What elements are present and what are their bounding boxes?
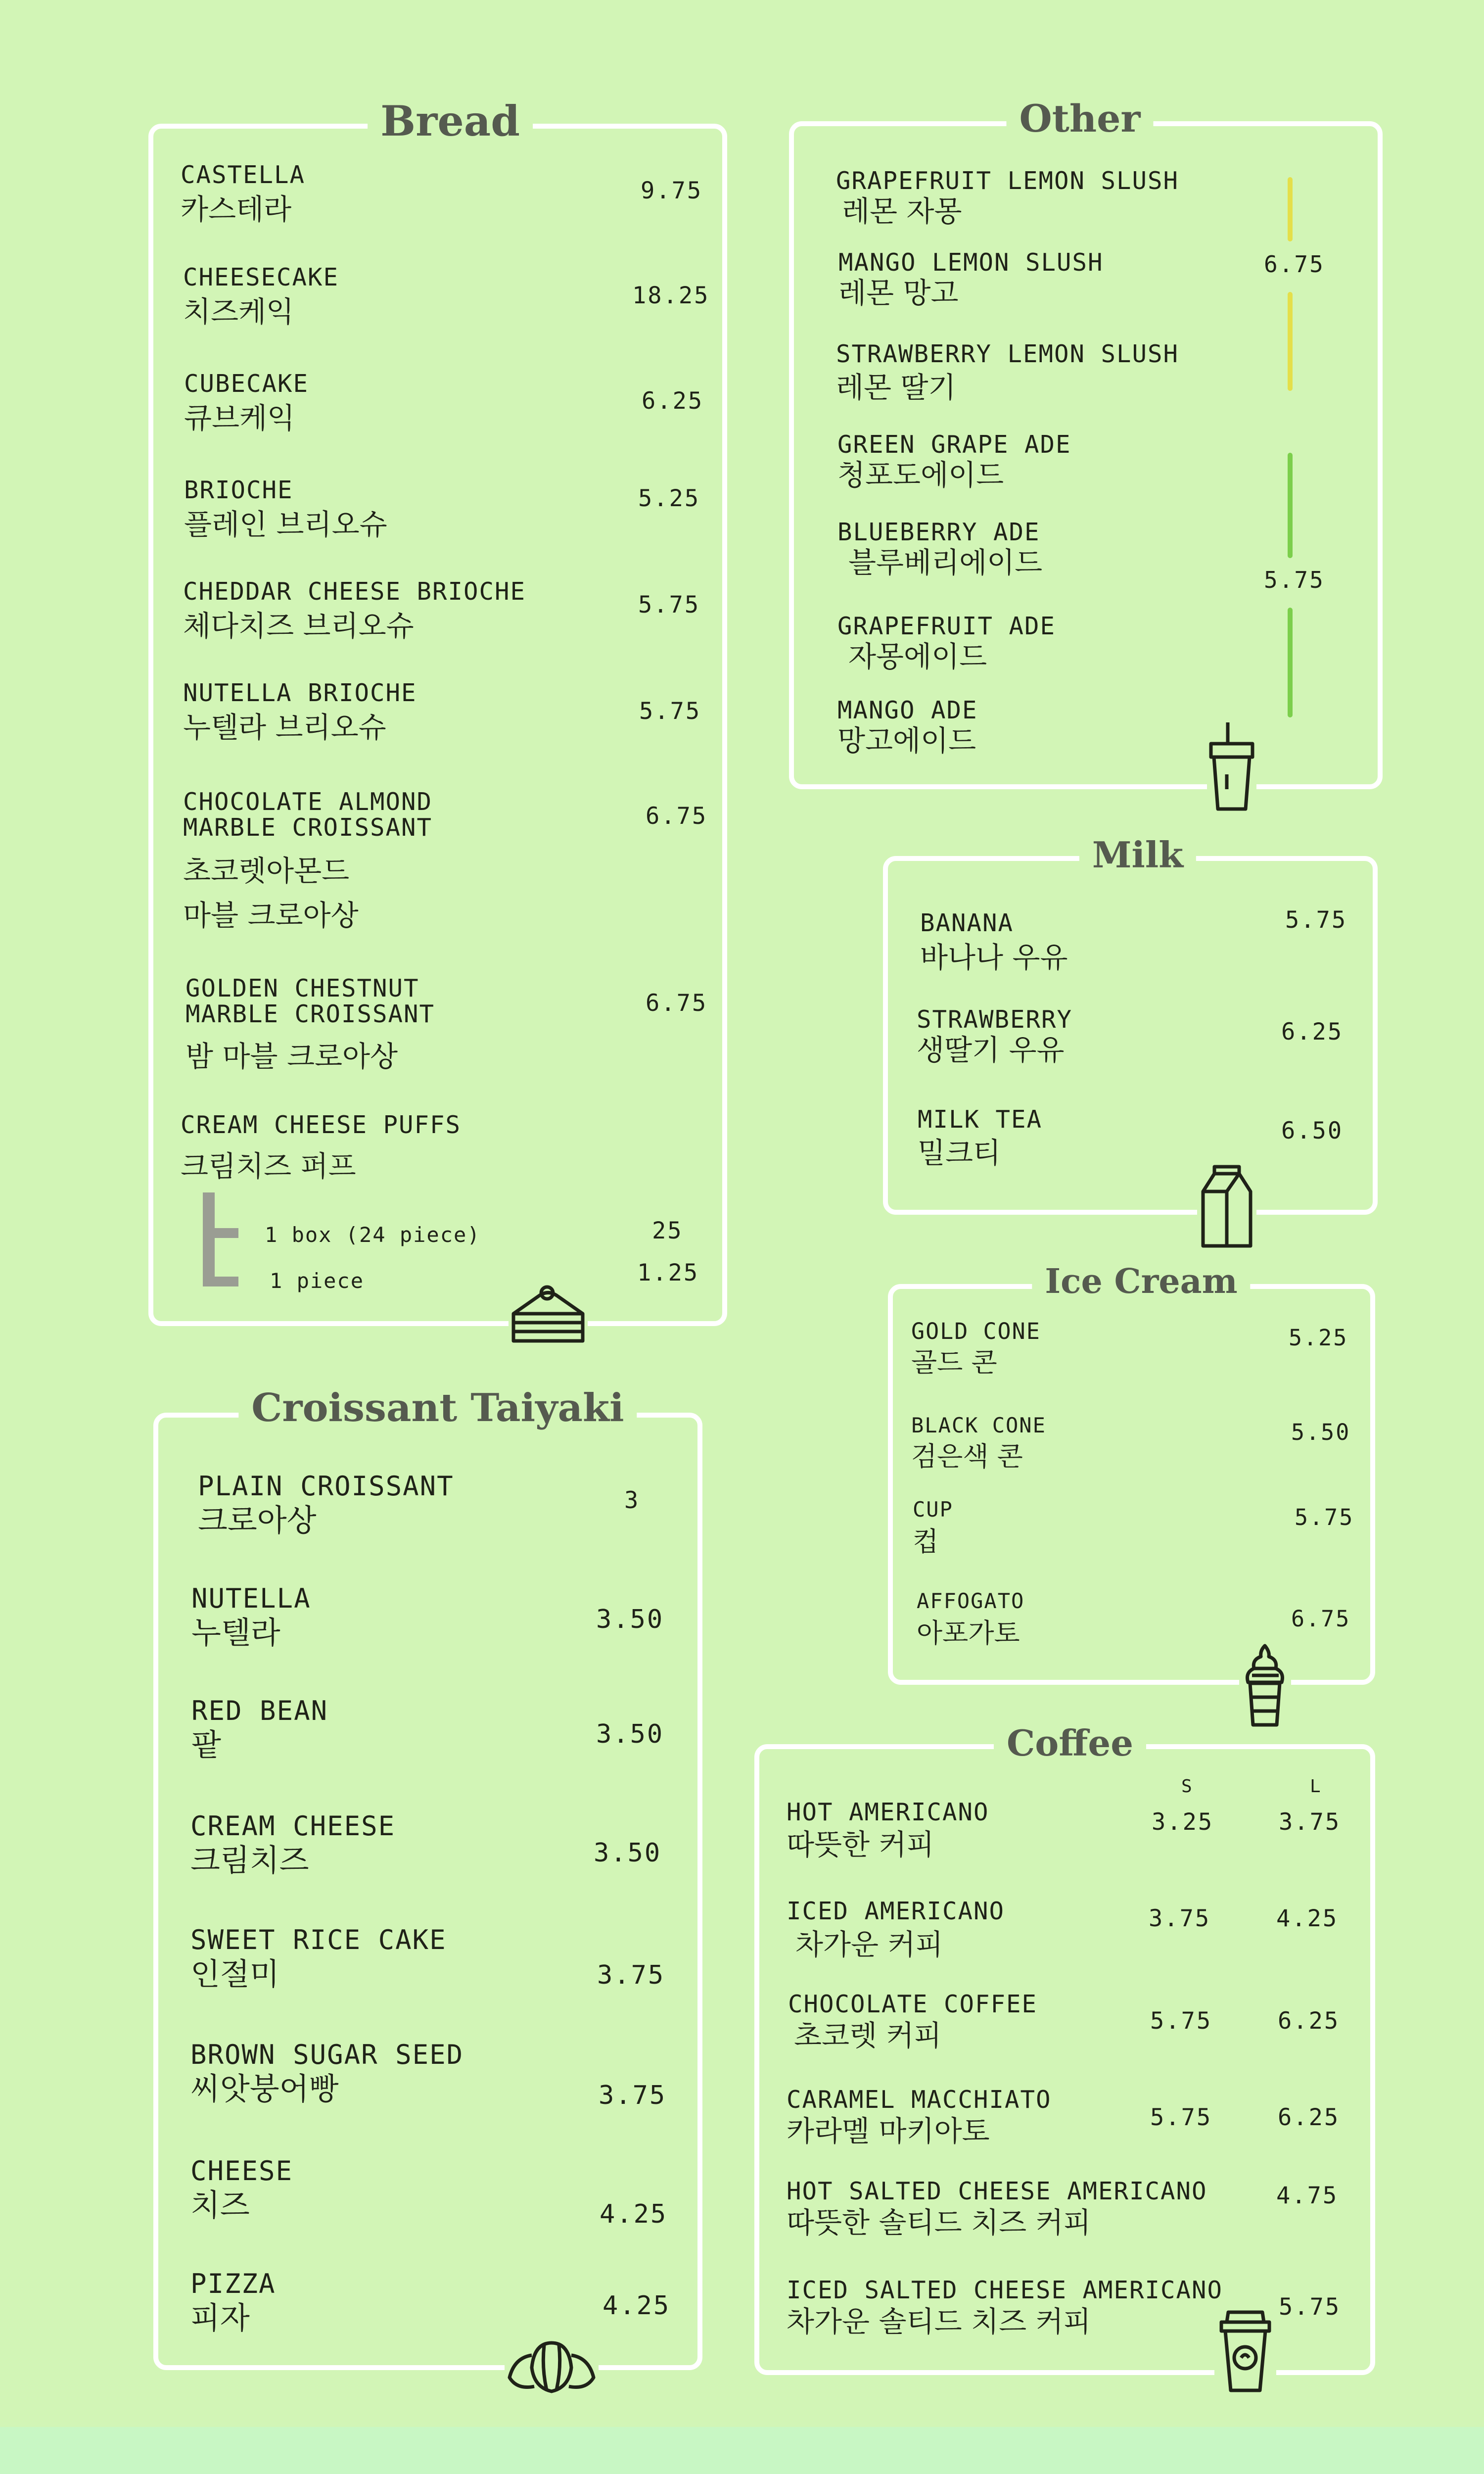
menu-item-cubecake: CUBECAKE 큐브케익: [184, 370, 309, 435]
price-hot-salted-cheese-americano: 4.75: [1276, 2182, 1339, 2209]
price-hot-americano-large: 3.75: [1279, 1808, 1341, 1836]
price-banana-milk: 5.75: [1285, 906, 1347, 934]
menu-item-cream-cheese-puffs: CREAM CHEESE PUFFS 크림치즈 퍼프: [181, 1111, 462, 1183]
menu-item-golden-chestnut-marble-croissant: GOLDEN CHESTNUT MARBLE CROISSANT 밤 마블 크로아상: [186, 974, 435, 1073]
option-piece: 1 piece: [270, 1269, 365, 1293]
price-plain-croissant: 3: [624, 1487, 640, 1514]
menu-item-strawberry-lemon-slush: STRAWBERRY LEMON SLUSH 레몬 딸기: [836, 340, 1179, 404]
price-golden-chestnut-marble-croissant: 6.75: [646, 990, 708, 1017]
price-black-cone: 5.50: [1291, 1419, 1351, 1445]
coffee-title: Coffee: [994, 1722, 1146, 1764]
price-chocolate-coffee-large: 6.25: [1278, 2007, 1340, 2035]
menu-item-blueberry-ade: BLUEBERRY ADE 블루베리에이드: [837, 518, 1043, 579]
cake-icon: [509, 1279, 588, 1346]
size-label-small: S: [1181, 1776, 1194, 1797]
price-nutella: 3.50: [596, 1605, 664, 1634]
price-gold-cone: 5.25: [1289, 1325, 1348, 1351]
bottom-strip: [0, 2427, 1484, 2474]
slush-group-bar-top: [1288, 177, 1293, 241]
croissant-icon: [505, 2338, 599, 2397]
price-sweet-rice-cake: 3.75: [597, 1960, 665, 1990]
price-cheesecake: 18.25: [632, 282, 710, 309]
menu-item-iced-salted-cheese-americano: ICED SALTED CHEESE AMERICANO 차가운 솔티드 치즈 커피: [787, 2276, 1223, 2338]
milk-carton-icon: [1197, 1163, 1256, 1249]
menu-item-red-bean: RED BEAN 팥: [191, 1695, 328, 1763]
ade-group-bar-bottom: [1288, 608, 1293, 717]
menu-item-nutella: NUTELLA 누텔라: [191, 1583, 311, 1651]
price-option-piece: 1.25: [637, 1259, 699, 1286]
price-cheddar-cheese-brioche: 5.75: [638, 591, 700, 618]
coffee-cup-icon: [1214, 2308, 1276, 2395]
soft-serve-icon: [1239, 1643, 1291, 1729]
menu-item-green-grape-ade: GREEN GRAPE ADE 청포도에이드: [837, 430, 1071, 492]
ice-cream-title: Ice Cream: [1032, 1262, 1250, 1301]
price-castella: 9.75: [641, 177, 703, 204]
menu-item-chocolate-almond-marble-croissant: CHOCOLATE ALMOND MARBLE CROISSANT 초코렛아몬드 마블 크로아상: [183, 788, 433, 932]
slush-group-bar-bottom: [1288, 292, 1293, 391]
ade-group-bar-top: [1288, 453, 1293, 558]
other-title: Other: [1007, 96, 1154, 141]
menu-item-cheese: CHEESE 치즈: [190, 2155, 293, 2223]
croissant-taiyaki-title: Croissant Taiyaki: [238, 1385, 637, 1430]
menu-item-castella: CASTELLA 카스테라: [181, 161, 306, 226]
price-strawberry-milk: 6.25: [1281, 1018, 1344, 1046]
price-milk-tea: 6.50: [1281, 1117, 1344, 1144]
price-chocolate-coffee-small: 5.75: [1150, 2007, 1212, 2035]
price-iced-americano-small: 3.75: [1149, 1905, 1211, 1932]
price-brown-sugar-seed: 3.75: [599, 2081, 667, 2110]
price-red-bean: 3.50: [596, 1719, 664, 1749]
option-bracket: [203, 1192, 242, 1286]
menu-item-cup: CUP 컵: [913, 1497, 953, 1557]
menu-item-mango-ade: MANGO ADE 망고에이드: [837, 696, 978, 758]
menu-item-cheesecake: CHEESECAKE 치즈케익: [183, 263, 339, 329]
price-slush: 6.75: [1264, 251, 1325, 278]
menu-item-brown-sugar-seed: BROWN SUGAR SEED 씨앗붕어빵: [190, 2039, 464, 2107]
menu-item-plain-croissant: PLAIN CROISSANT 크로아상: [198, 1471, 454, 1538]
menu-item-caramel-macchiato: CARAMEL MACCHIATO 카라멜 마키아토: [787, 2086, 1052, 2148]
option-box: 1 box (24 piece): [265, 1223, 481, 1247]
menu-item-pizza: PIZZA 피자: [190, 2268, 276, 2336]
menu-item-milk-tea: MILK TEA 밀크티: [918, 1105, 1043, 1170]
menu-item-nutella-brioche: NUTELLA BRIOCHE 누텔라 브리오슈: [183, 679, 417, 744]
price-option-box: 25: [652, 1217, 683, 1244]
menu-item-brioche: BRIOCHE 플레인 브리오슈: [184, 476, 387, 541]
price-hot-americano-small: 3.25: [1152, 1808, 1214, 1836]
menu-item-grapefruit-ade: GRAPEFRUIT ADE 자몽에이드: [837, 612, 1056, 673]
menu-item-black-cone: BLACK CONE 검은색 콘: [911, 1413, 1046, 1472]
price-affogato: 6.75: [1291, 1606, 1351, 1632]
price-cheese: 4.25: [600, 2199, 668, 2229]
menu-item-hot-salted-cheese-americano: HOT SALTED CHEESE AMERICANO 따뜻한 솔티드 치즈 커피: [787, 2177, 1207, 2239]
menu-item-affogato: AFFOGATO 아포가토: [917, 1589, 1025, 1649]
price-iced-salted-cheese-americano: 5.75: [1279, 2293, 1341, 2321]
price-ade: 5.75: [1264, 567, 1325, 593]
milk-title: Milk: [1079, 834, 1196, 876]
price-cubecake: 6.25: [642, 387, 704, 415]
price-caramel-macchiato-small: 5.75: [1150, 2104, 1212, 2131]
menu-item-mango-lemon-slush: MANGO LEMON SLUSH 레몬 망고: [838, 248, 1104, 310]
price-cup: 5.75: [1295, 1504, 1354, 1530]
menu-item-cream-cheese: CREAM CHEESE 크림치즈: [190, 1810, 396, 1878]
bread-title: Bread: [368, 96, 533, 145]
menu-item-grapefruit-lemon-slush: GRAPEFRUIT LEMON SLUSH 레몬 자몽: [836, 167, 1179, 228]
menu-item-gold-cone: GOLD CONE 골드 콘: [911, 1318, 1041, 1378]
price-pizza: 4.25: [603, 2291, 671, 2321]
menu-item-hot-americano: HOT AMERICANO 따뜻한 커피: [787, 1798, 989, 1861]
menu-item-chocolate-coffee: CHOCOLATE COFFEE 초코렛 커피: [788, 1990, 1038, 2052]
menu-item-cheddar-cheese-brioche: CHEDDAR CHEESE BRIOCHE 체다치즈 브리오슈: [183, 577, 526, 643]
price-iced-americano-large: 4.25: [1276, 1905, 1339, 1932]
price-chocolate-almond-marble-croissant: 6.75: [646, 803, 708, 830]
menu-item-iced-americano: ICED AMERICANO 차가운 커피: [787, 1897, 1005, 1961]
menu-item-strawberry-milk: STRAWBERRY 생딸기 우유: [917, 1005, 1073, 1067]
price-brioche: 5.25: [638, 485, 700, 512]
size-label-large: L: [1310, 1776, 1322, 1797]
price-cream-cheese: 3.50: [594, 1838, 662, 1868]
drink-cup-icon: [1202, 720, 1261, 814]
price-nutella-brioche: 5.75: [639, 698, 701, 725]
menu-item-sweet-rice-cake: SWEET RICE CAKE 인절미: [190, 1924, 447, 1992]
price-caramel-macchiato-large: 6.25: [1278, 2104, 1340, 2131]
menu-item-banana-milk: BANANA 바나나 우유: [920, 909, 1068, 974]
